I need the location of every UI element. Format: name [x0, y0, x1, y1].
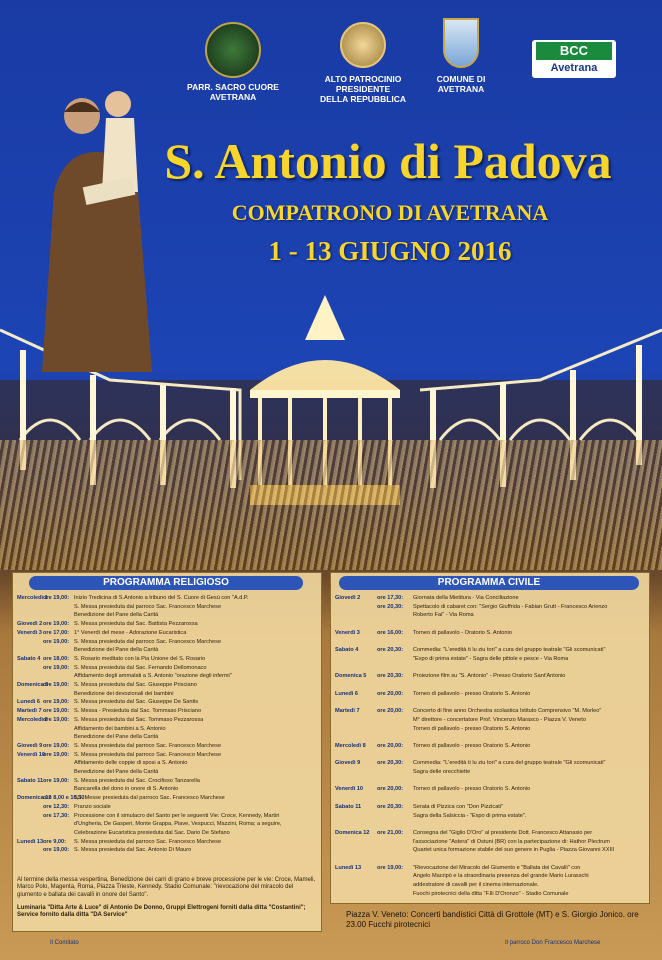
schedule-day: Lunedì 13 [335, 864, 362, 871]
schedule-day: Sabato 4 [17, 655, 41, 662]
schedule-time: ore 19,00: [43, 595, 70, 601]
schedule-time: ore 19,00: [43, 638, 70, 645]
schedule-time: ore 20,00: [377, 708, 404, 715]
schedule-time: ore 18,00: [43, 655, 70, 662]
schedule-text: M° direttore - concertatore Prof. Vincenzo Marasco - Piazza V. Veneto [413, 716, 586, 723]
schedule-time: ore 17,30: [377, 595, 404, 601]
wheat-field [0, 440, 662, 570]
schedule-text: Benedizione del Pane della Carità [74, 612, 159, 619]
schedule-day: Mercoledì 8 [17, 716, 48, 723]
signature-parroco: Il parroco Don Francesco Marchese [505, 940, 601, 946]
schedule-text: addestratore di cavalli per il cinema internazionale. [413, 882, 539, 889]
bcc-logo-text: BCC [536, 42, 612, 60]
schedule-time: ore 20,30: [377, 760, 404, 767]
schedule-text: Sagra della Salsiccia - "Expo di prima estate". [413, 812, 527, 819]
schedule-text: Concerto di fine anno Orchestra scolastica Istituto Comprensivo "M. Morleo" [413, 708, 602, 715]
schedule-time: ore 21,00: [377, 829, 404, 836]
schedule-time: ore 20,30: [377, 673, 404, 680]
schedule-time: ore 20,00: [377, 742, 404, 749]
schedule-day: Lunedì 13 [17, 838, 44, 845]
schedule-day: Martedì 7 [17, 708, 42, 715]
schedule-day: Venerdì 10 [17, 751, 45, 758]
religioso-note: Al termine della messa vespertina, Benedizione dei carri di grano e breve processione per le vie: Croce, Mameli, Marco Polo, Magenta, Roma, Piazza Trieste, Kennedy. Stadio Comunale: "rievocazione del miracolo del giumento e ballata dei cavalli in onore del Santo". [17, 877, 316, 898]
schedule-time: ore 17,00: [43, 629, 70, 636]
schedule-time: ore 12,30: [43, 803, 70, 810]
programma-civile-heading: PROGRAMMA CIVILE [339, 576, 639, 590]
schedule-text: Pranzo sociale [74, 803, 111, 810]
schedule-day: Venerdì 3 [335, 629, 360, 636]
schedule-time: ore 19,00: [43, 699, 70, 706]
schedule-time: ore 19,00: [43, 751, 70, 758]
schedule-day: Domenica 12 [17, 795, 52, 802]
schedule-time: ore 20,00: [377, 786, 404, 793]
programma-civile-panel [330, 572, 650, 904]
schedule-text: S. Messa presieduta dal parroco Sac. Francesco Marchese [74, 638, 222, 645]
schedule-text: Torneo di pallavolo - Oratorio S. Antonio [413, 629, 512, 636]
schedule-day: Giovedì 2 [335, 595, 361, 601]
sponsor-president-line1: ALTO PATROCINIO [324, 74, 402, 84]
schedule-text: Affidamento delle coppie di sposi a S. Antonio [74, 760, 188, 767]
sponsor-president-line3: DELLA REPUBBLICA [319, 94, 407, 104]
schedule-day: Venerdì 3 [17, 629, 42, 636]
schedule-day: Mercoledì 8 [335, 742, 366, 749]
schedule-text: Affidamento dei bambini a S. Antonio [74, 725, 166, 732]
schedule-text: S. Messa presieduta dal parroco Sac. Francesco Marchese [74, 742, 222, 749]
luminaria-credits: Luminaria "Ditta Arte & Luce" di Antonio De Donno, Gruppi Elettrogeni forniti dalla ditta "Costantini"; Service fornito dalla ditta "DA Service" [17, 905, 306, 919]
schedule-day: Sabato 11 [17, 777, 44, 784]
schedule-time: ore 8,00 e 10,30: [43, 795, 87, 802]
subtitle: COMPATRONO DI AVETRANA [231, 200, 549, 225]
sponsor-bcc-logo [532, 40, 616, 78]
schedule-text: 1° Venerdì del mese - Adorazione Eucaristica [74, 629, 187, 636]
schedule-time: ore 19,00: [43, 742, 70, 749]
schedule-text: S. Messa presieduta dal parroco Sac. Francesco Marchese [74, 838, 222, 845]
schedule-text: S. Messa presieduta dal Sac. Fernando Dellomonaco [74, 664, 207, 671]
schedule-day: Lunedì 6 [335, 690, 358, 697]
parish-emblem-icon [205, 22, 261, 78]
schedule-text: Benedizione dei devozionali dei bambini [74, 690, 174, 697]
sponsor-president-line2: PRESIDENTE [335, 84, 391, 94]
schedule-text: d'Ungheria, De Gasperi, Monte Grappa, Piave, Vespucci, Mazzini, Roma; a seguire, [74, 821, 282, 828]
schedule-text: Fuochi pirotecnici della ditta "F.lli D'Oronzo" - Stadio Comunale [413, 890, 569, 897]
schedule-text: Proiezione film su "S. Antonio" - Presso Oratorio Sant'Antonio [413, 673, 566, 680]
schedule-time: ore 20,30: [377, 603, 404, 610]
schedule-day: Domenica 5 [335, 673, 367, 680]
schedule-text: Torneo di pallavolo - presso Oratorio S. Antonio [413, 742, 531, 749]
schedule-text: S. Messa - Presieduta dal Sac. Tommaso Prisciano [74, 708, 202, 715]
schedule-day: Domenica 5 [17, 682, 49, 688]
schedule-day: Mercoledì 1 [17, 595, 48, 601]
bcc-logo-sub: Avetrana [550, 62, 598, 74]
schedule-text: Benedizione del Pane della Carità [74, 734, 159, 741]
schedule-day: Lunedì 6 [17, 699, 40, 706]
event-dates: 1 - 13 GIUGNO 2016 [268, 236, 512, 266]
schedule-text: Benedizione del Pane della Carità [74, 769, 159, 775]
schedule-text: Giornata della Mietitura - Via Conciliazione [413, 595, 519, 601]
schedule-text: "Rievocazione del Miracolo del Giumento e "Ballata dei Cavalli" con [413, 864, 581, 871]
schedule-text: Torneo di pallavolo - presso Oratorio S. Antonio [413, 725, 531, 732]
coin-medal-icon [340, 22, 386, 68]
schedule-time: ore 20,00: [377, 690, 404, 697]
sponsor-parish [168, 22, 298, 102]
schedule-time: ore 16,00: [377, 629, 404, 636]
schedule-text: Roberto Fai" - Via Roma [413, 612, 474, 619]
schedule-text: Torneo di pallavolo - presso Oratorio S. Antonio [413, 690, 531, 697]
coat-of-arms-icon [443, 18, 479, 68]
saint-anthony-statue [34, 82, 158, 372]
sponsor-parish-line1: PARR. SACRO CUORE [187, 82, 279, 92]
schedule-text: Bancarella del dono in onore di S. Antonio [74, 786, 179, 793]
schedule-text: l'associazione "Astera" di Ostuni (BR) con la partecipazione di: Hathor Plectrum [413, 838, 610, 845]
schedule-text: S. Messa presieduta dal parroco Sac. Francesco Marchese [74, 751, 222, 758]
schedule-day: Giovedì 9 [17, 742, 43, 749]
schedule-text: S. Messa presieduta dal Sac. Tommaso Pezzarossa [74, 716, 204, 723]
page-title: S. Antonio di Padova [164, 133, 612, 189]
schedule-day: Sabato 4 [335, 647, 359, 654]
schedule-text: S. Rosario meditato con la Pia Unione del S. Rosario [74, 655, 206, 662]
schedule-text: Serata di Pizzica con "Don Pizzicati" [413, 803, 504, 810]
schedule-day: Domenica 12 [335, 829, 370, 836]
schedule-time: ore 20,30: [377, 647, 404, 654]
schedule-day: Giovedì 2 [17, 621, 43, 628]
schedule-day: Giovedì 9 [335, 760, 361, 767]
sponsor-comune [424, 18, 498, 94]
schedule-day: Sabato 11 [335, 803, 362, 810]
schedule-text: "Expo di prima estate" - Sagra delle pittole e pesce - Via Roma [413, 655, 569, 662]
piazza-note: Piazza V. Veneto: Concerti bandistici Città di Grottole (MT) e S. Giorgio Jonico. ore 23.00 Fucchi pirotecnici [346, 910, 639, 929]
schedule-text: Benedizione del Pane della Carità [74, 647, 159, 654]
schedule-text: SS. Messe presieduta dal parroco Sac. Francesco Marchese [74, 795, 225, 802]
sponsor-comune-line1: COMUNE DI [436, 74, 486, 84]
schedule-time: ore 19,00: [43, 664, 70, 671]
sponsor-comune-line2: AVETRANA [437, 84, 485, 94]
schedule-text: S. Messa presieduta dal Sac. Battista Pezzarossa [74, 621, 198, 628]
sponsor-president [308, 22, 418, 104]
schedule-text: S. Messa presieduta dal Sac. Antonio Di Mauro [74, 847, 192, 854]
schedule-text: Processione con il simulacro del Santo per le seguenti Vie: Croce, Kennedy, Martiri [74, 812, 280, 819]
schedule-text: Commedia: "L'eredità ti lu ziu tori" a cura del gruppo teatrale "Gli scomunicati" [413, 647, 606, 654]
schedule-text: Consegna del "Giglio D'Oro" al presidente Dott. Francesco Attanasio per [413, 829, 593, 836]
schedule-text: Spettacolo di cabaret con: "Sergio Giuffrida - Fabian Grutt - Francesco Arienzo [413, 603, 608, 610]
schedule-time: ore 17,30: [43, 812, 70, 819]
programma-religioso-panel [12, 572, 322, 932]
signature-comitato: Il Comitato [50, 940, 79, 946]
schedule-text: S. Messa presieduta dal parroco Sac. Francesco Marchese [74, 603, 222, 610]
schedule-text: Commedia: "L'eredità ti lu ziu tori" a cura del gruppo teatrale "Gli scomunicati" [413, 760, 606, 767]
schedule-text: Sagra delle orecchiette [413, 769, 471, 775]
schedule-time: ore 19,00: [43, 621, 70, 628]
schedule-time: ore 19,00: [43, 708, 70, 715]
programma-religioso-heading: PROGRAMMA RELIGIOSO [29, 576, 303, 590]
schedule-time: ore 19,00: [43, 777, 70, 784]
schedule-text: S. Messa presieduta dal Sac. Crocifisso Tanzarella [74, 777, 200, 784]
schedule-day: Martedì 7 [335, 708, 360, 715]
schedule-text: Angelo Macripò e la straordinaria presenza del grande Mario Lurasschi [413, 873, 589, 880]
schedule-text: Inizio Tredicina di S.Antonio a tribuno del S. Cuore di Gesù con "A.d.P. [74, 595, 249, 601]
schedule-time: ore 20,30: [377, 803, 404, 810]
sponsor-parish-line2: AVETRANA [209, 92, 257, 102]
schedule-text: Quartet unica formazione stabile del suo genere in Puglia - Piazza Giovanni XXIII [413, 847, 615, 854]
schedule-time: ore 19,00: [43, 716, 70, 723]
schedule-time: ore 19,00: [43, 682, 70, 688]
schedule-time: ore 9,00: [43, 838, 67, 845]
schedule-text: S. Messa presieduta dal Sac. Giuseppe Prisciano [74, 682, 197, 688]
schedule-text: Celebrazione Eucaristica presieduta dal Sac. Dario De Stefano [74, 829, 230, 836]
schedule-text: Torneo di pallavolo - presso Oratorio S. Antonio [413, 786, 531, 793]
schedule-time: ore 19,00: [43, 847, 70, 854]
schedule-text: Affidamento degli ammalati a S. Antonio "orazione degli infermi" [74, 673, 232, 680]
schedule-day: Venerdì 10 [335, 786, 363, 793]
schedule-text: S. Messa presieduta dal Sac. Giuseppe De Santis [74, 699, 199, 706]
schedule-time: ore 19,00: [377, 864, 404, 871]
